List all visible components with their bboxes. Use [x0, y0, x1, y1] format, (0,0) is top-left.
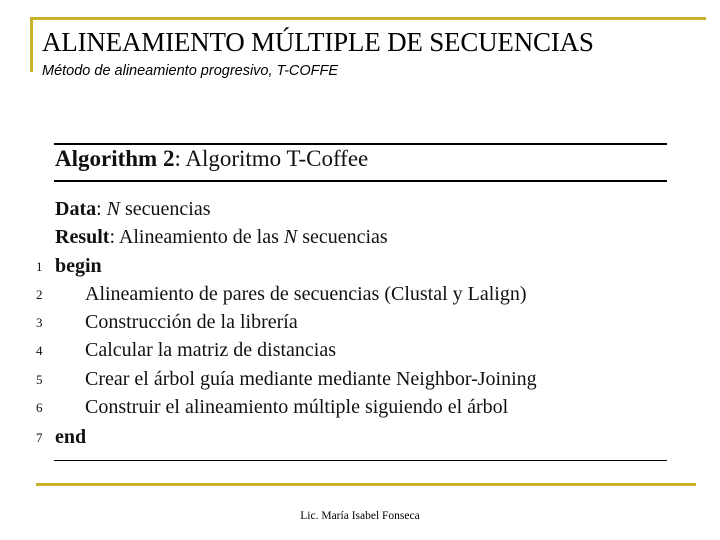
result-label: Result	[55, 226, 110, 248]
algorithm-mid-rule	[54, 180, 667, 182]
data-line: Data: N secuencias	[55, 198, 211, 220]
data-text: secuencias	[120, 198, 211, 220]
result-text-2: secuencias	[297, 226, 388, 248]
line-number: 2	[36, 287, 43, 302]
line-text: Construcción de la librería	[85, 311, 298, 333]
line-text: Construir el alineamiento múltiple siguiendo el árbol	[85, 396, 509, 418]
line-text: begin	[55, 255, 102, 277]
algorithm-line	[30, 426, 670, 454]
data-label: Data	[55, 198, 97, 220]
algorithm-bottom-rule	[54, 460, 667, 461]
algorithm-line	[30, 396, 670, 424]
line-number: 4	[36, 343, 43, 358]
line-text: end	[55, 426, 87, 448]
data-var: N	[106, 198, 121, 220]
line-text: Calcular la matriz de distancias	[85, 339, 337, 361]
line-text: Alineamiento de pares de secuencias (Clustal y Lalign)	[85, 283, 527, 305]
algorithm-line	[30, 255, 670, 283]
result-var: N	[283, 226, 298, 248]
line-number: 1	[36, 259, 43, 274]
line-number: 3	[36, 315, 43, 330]
frame-bottom-rule	[36, 483, 696, 486]
algorithm-line	[30, 311, 670, 339]
slide-footer: Lic. María Isabel Fonseca	[300, 510, 420, 522]
algorithm-top-rule	[54, 143, 667, 145]
result-text-1: : Alineamiento de las	[109, 226, 284, 248]
slide-title: ALINEAMIENTO MÚLTIPLE DE SECUENCIAS	[42, 27, 594, 57]
line-number: 6	[36, 400, 43, 415]
line-number: 5	[36, 372, 43, 387]
algorithm-line	[30, 368, 670, 396]
algorithm-label: Algorithm 2	[55, 146, 175, 171]
frame-left-rule	[30, 17, 33, 72]
algorithm-heading	[55, 146, 368, 172]
result-line	[30, 226, 670, 254]
algorithm-line	[30, 283, 670, 311]
line-number: 7	[36, 430, 43, 445]
algorithm-line	[30, 339, 670, 367]
line-text: Crear el árbol guía mediante mediante Neighbor-Joining	[85, 368, 537, 390]
frame-top-rule	[30, 17, 706, 20]
algorithm-box	[30, 140, 670, 465]
slide-subtitle: Método de alineamiento progresivo, T-COFFE	[42, 63, 339, 79]
algorithm-name: : Algoritmo T-Coffee	[174, 146, 369, 171]
